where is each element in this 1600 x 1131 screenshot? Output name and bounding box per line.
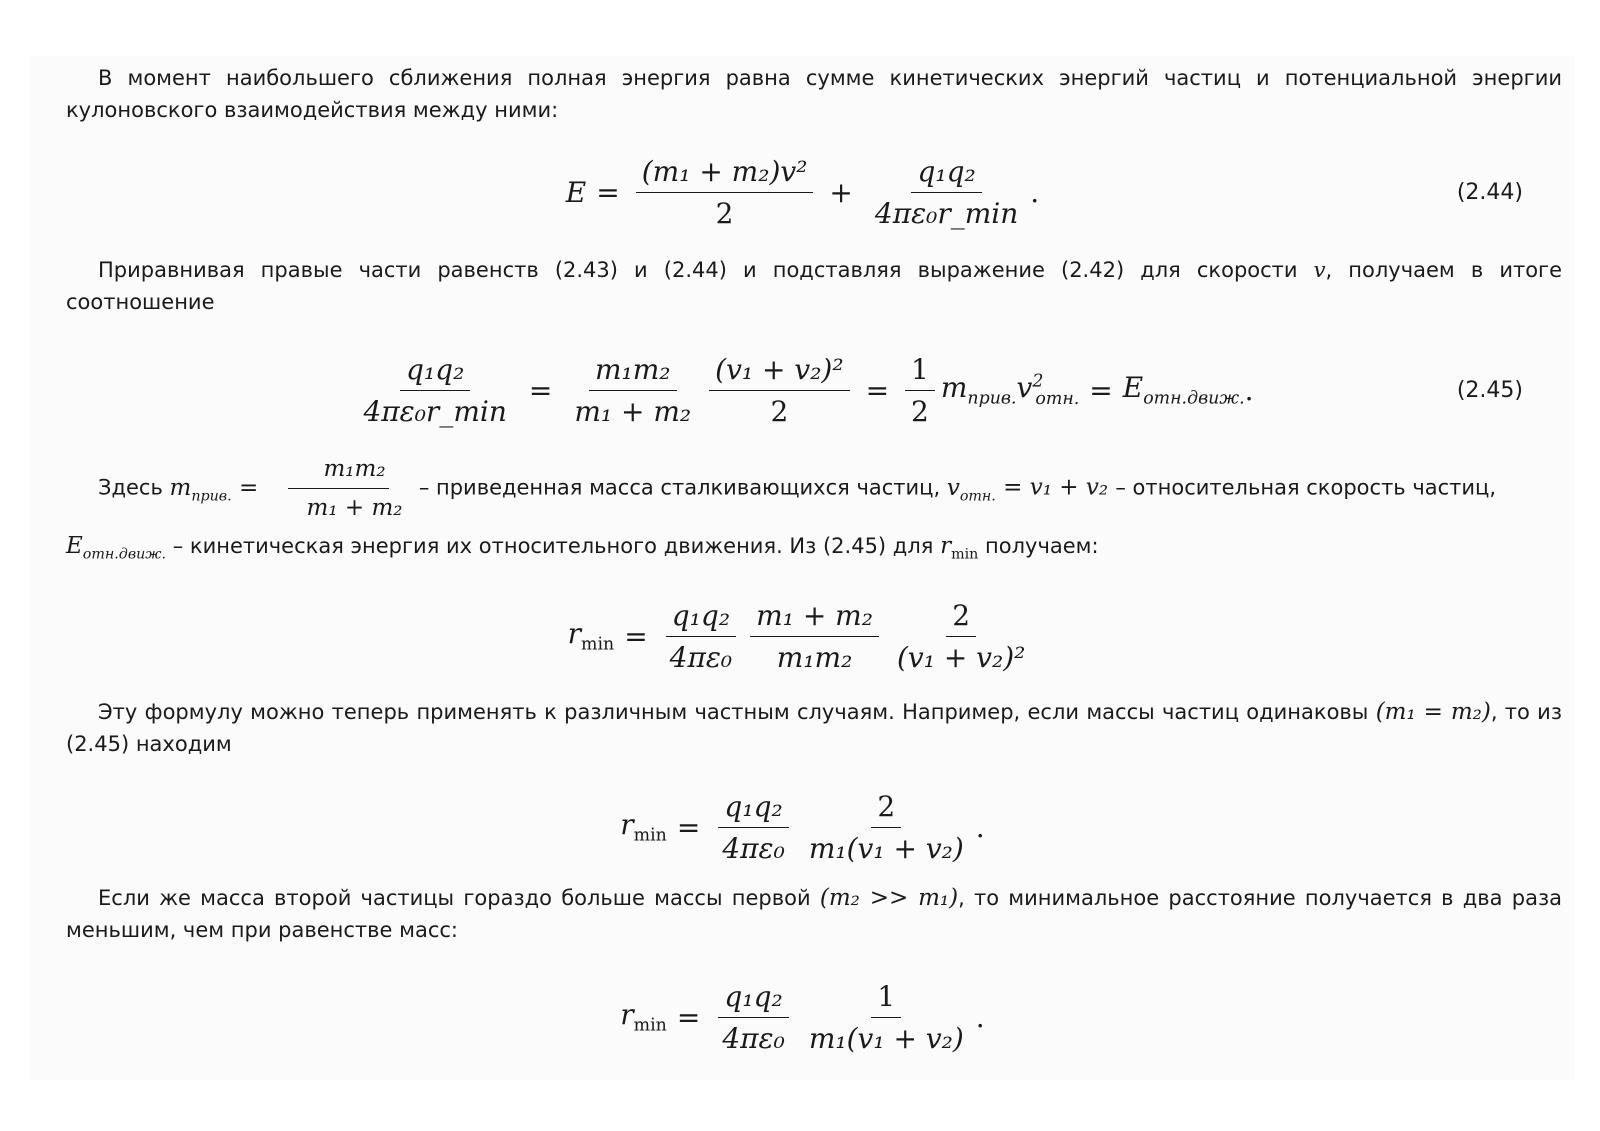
- equals-sign: =: [676, 1000, 701, 1034]
- rmin-equal-f2-numerator: 2: [871, 790, 901, 828]
- rmin-lhs: $r_{min}$: [567, 617, 615, 655]
- definitions-lead: Здесь: [98, 475, 163, 500]
- equals-sign: =: [528, 373, 553, 407]
- rmin-lhs: $r_{min}$: [620, 808, 667, 846]
- eq-2-45-relative-energy: $E_{отн.движ.}$: [1122, 371, 1245, 409]
- relative-energy-subscript: отн.движ.: [1143, 388, 1245, 409]
- definitions-text-c: – кинетическая энергия их относительного движения. Из (2.45) для: [172, 534, 934, 559]
- def-relative-velocity-rhs: v₁ + v₂: [1029, 474, 1109, 501]
- def-relative-velocity-subscript: отн.: [959, 488, 996, 505]
- rmin-heavy-f1-numerator: q₁q₂: [718, 980, 788, 1018]
- eq-2-45-velocity-numerator: (v₁ + v₂)²: [709, 353, 849, 391]
- eq-2-45-mass-fraction: [568, 353, 697, 428]
- rmin-subscript: min: [581, 634, 615, 655]
- def-reduced-mass-numerator: m₁m₂: [288, 454, 388, 489]
- def-reduced-mass-denominator: m₁ + m₂: [306, 495, 403, 521]
- paragraph-heavy-target: [66, 882, 1562, 946]
- eq-2-44-kinetic-numerator: (m₁ + m₂)v²: [636, 155, 814, 193]
- equal-masses-text-b: , то из (2.45) находим: [66, 700, 1563, 756]
- eq-2-45-velocity-denominator: 2: [770, 394, 789, 428]
- page: [30, 56, 1575, 1080]
- rmin-heavy-f2-numerator: 1: [871, 980, 901, 1018]
- rmin-general-f1-denominator: 4πε₀: [669, 640, 733, 674]
- velocity-symbol: v: [1313, 258, 1326, 282]
- eq-2-44-potential-numerator: q₁q₂: [911, 155, 981, 193]
- def-relative-energy-subscript: отн.движ.: [82, 546, 167, 563]
- eq-2-45-lhs-numerator: q₁q₂: [400, 353, 470, 391]
- rmin-general-f3-numerator: 2: [946, 599, 976, 637]
- eq-2-44-potential-fraction: [869, 155, 1024, 230]
- eq-2-45-half-denominator: 2: [911, 394, 929, 428]
- def-reduced-mass-fraction: [272, 454, 406, 523]
- paragraph-substitution: [66, 254, 1562, 318]
- rmin-lhs: $r_{min}$: [620, 998, 667, 1036]
- definitions-text-a: – приведенная масса сталкивающихся частиц,: [418, 475, 941, 500]
- eq-2-45-mass-denominator: m₁ + m₂: [574, 394, 692, 428]
- rmin-equal-charge-fraction: [716, 790, 790, 865]
- equation-rmin-heavy-target: [30, 968, 1575, 1066]
- rmin-equal-velocity-fraction: [803, 790, 970, 865]
- reduced-mass-subscript: прив.: [967, 388, 1017, 409]
- equals-sign: =: [676, 810, 701, 844]
- rmin-general-f2-numerator: m₁ + m₂: [750, 599, 879, 637]
- relative-velocity-subscript: отн.: [1035, 388, 1080, 409]
- relative-velocity-definition: $v_{отн.} = v_1 + v_2$: [946, 474, 1109, 505]
- rmin-general-mass-fraction: [750, 599, 879, 674]
- equals-sign: =: [624, 619, 648, 653]
- rmin-equal-f1-numerator: q₁q₂: [718, 790, 788, 828]
- rmin-equal-f1-denominator: 4πε₀: [722, 831, 785, 865]
- eq-2-45-half-fraction: [905, 353, 935, 428]
- rmin-general-velocity-fraction: [891, 599, 1031, 674]
- relative-energy-symbol: $E_{отн.движ.}$: [66, 533, 167, 563]
- paragraph-substitution-text-a: Приравнивая правые части равенств (2.43) и (2.44) и подставляя выражение (2.42) для скорости: [98, 258, 1298, 282]
- equal-masses-text-a: Эту формулу можно теперь применять к различным частным случаям. Например, если массы частиц одинаковы: [98, 700, 1369, 724]
- period: .: [1244, 373, 1254, 407]
- period: .: [975, 810, 985, 844]
- equals-sign: =: [596, 175, 620, 209]
- equals-sign: =: [865, 373, 890, 407]
- rmin-general-f3-denominator: (v₁ + v₂)²: [896, 640, 1026, 674]
- definitions-text-d: получаем:: [985, 534, 1099, 559]
- eq-2-45-lhs-fraction: [357, 353, 512, 428]
- equation-rmin-general: [30, 586, 1575, 686]
- rmin-subscript: min: [633, 825, 667, 846]
- rmin-general-f2-denominator: m₁m₂: [776, 640, 853, 674]
- equation-number-2-44: (2.44): [1456, 179, 1523, 205]
- eq-2-45-half-numerator: 1: [905, 353, 935, 391]
- paragraph-intro: [66, 62, 1562, 126]
- rmin-symbol: $r_{min}$: [940, 533, 979, 563]
- reduced-mass-definition: $m_{прив.}$ = $\frac{\text{m₁m₂}}{\text{m₁ + m₂}}$: [170, 475, 419, 501]
- eq-2-45-mass-numerator: m₁m₂: [589, 353, 677, 391]
- rmin-heavy-f1-denominator: 4πε₀: [722, 1021, 785, 1055]
- paragraph-definitions: [66, 454, 1562, 573]
- rmin-general-f1-numerator: q₁q₂: [666, 599, 736, 637]
- eq-2-45-relative-velocity: $v^2_{отн.}$: [1016, 371, 1080, 409]
- plus-sign: +: [829, 175, 853, 209]
- period: .: [1030, 175, 1040, 209]
- definitions-text-b: – относительная скорость частиц,: [1115, 475, 1497, 500]
- rmin-heavy-velocity-fraction: [803, 980, 970, 1055]
- heavy-target-condition: (m₂ >> m₁): [819, 885, 959, 911]
- rmin-subscript: min: [633, 1015, 667, 1036]
- heavy-target-text-a: Если же масса второй частицы гораздо больше массы первой: [98, 886, 811, 910]
- rmin-heavy-charge-fraction: [716, 980, 790, 1055]
- eq-2-45-lhs-denominator: 4πε₀r_min: [363, 394, 507, 428]
- rmin-heavy-f2-denominator: m₁(v₁ + v₂): [808, 1021, 964, 1055]
- equation-2-44: [30, 144, 1575, 240]
- rmin-general-charge-fraction: [664, 599, 738, 674]
- rmin-equal-f2-denominator: m₁(v₁ + v₂): [808, 831, 964, 865]
- paragraph-equal-masses: [66, 696, 1562, 760]
- paragraph-intro-text: В момент наибольшего сближения полная энергия равна сумме кинетических энергий частиц и потенциальной энергии кулоновского взаимодействия между ними:: [66, 66, 1562, 122]
- equation-rmin-equal-masses: [30, 778, 1575, 876]
- heavy-target-text-b: , то минимальное расстояние получается в два раза меньшим, чем при равенстве масс:: [66, 886, 1562, 942]
- eq-2-45-reduced-mass: $m_{прив.}$: [940, 371, 1017, 409]
- eq-2-44-potential-denominator: 4πε₀r_min: [874, 196, 1019, 230]
- eq-2-44-kinetic-fraction: [636, 155, 814, 230]
- def-reduced-mass-subscript: прив.: [191, 488, 232, 505]
- equation-number-2-45: (2.45): [1456, 377, 1523, 403]
- period: .: [975, 1000, 985, 1034]
- equals-sign: =: [1089, 373, 1113, 407]
- paragraph-substitution-text-b: , получаем в итоге соотношение: [66, 258, 1562, 314]
- equation-2-45: [30, 338, 1575, 442]
- eq-2-44-kinetic-denominator: 2: [715, 196, 734, 230]
- eq-2-45-velocity-fraction: [709, 353, 849, 428]
- eq-2-44-lhs: E: [565, 175, 587, 209]
- equal-masses-condition: (m₁ = m₂): [1375, 699, 1491, 725]
